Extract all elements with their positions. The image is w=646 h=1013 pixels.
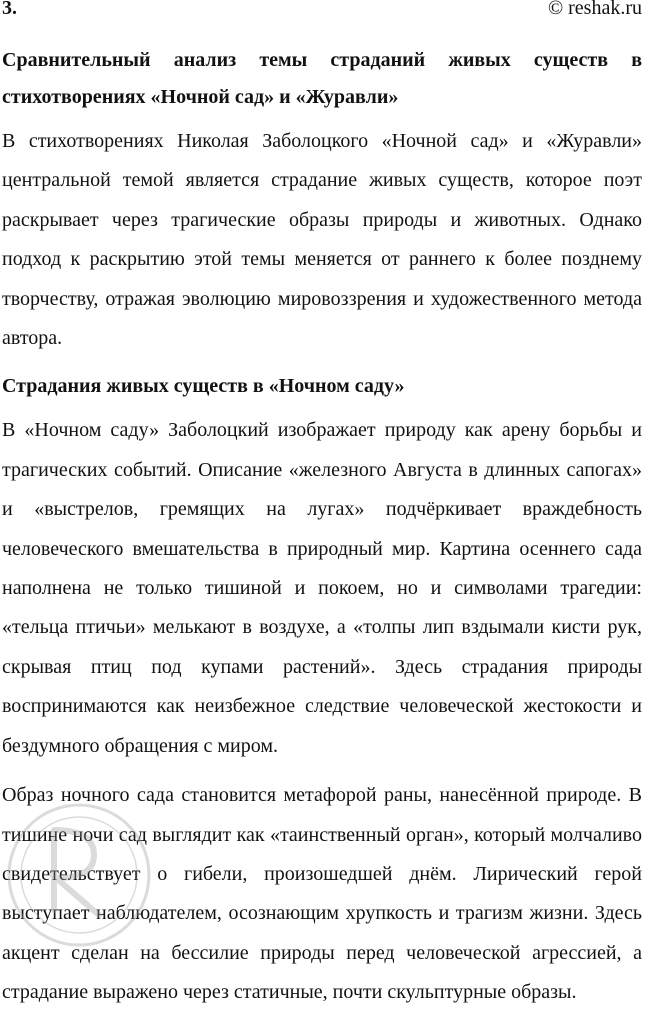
intro-paragraph: В стихотворениях Николая Заболоцкого «Ночной сад» и «Журавли» центральной темой является страдание живых существ, которое поэт раскрывает через трагические образы природы и животных. Однако подход к раскрытию этой темы меняется от раннего к более позднему творчеству, отражая эволюцию мировоззрения и художественного метода автора. (2, 130, 642, 350)
section-paragraph-1: В «Ночном саду» Заболоцкий изображает природу как арену борьбы и трагических событий. Описание «железного Августа в длинных сапогах» и «выстрелов, гремящих на лугах» подчёркивает враждебность человеческого вмешательства в природный мир. Картина осеннего сада наполнена не только тишиной и покоем, но и символами трагедии: «тельца птичьи» мелькают в воздухе, а «толпы лип вздымали кисти рук, скрывая птиц под купами растений». Здесь страдания природы воспринимаются как неизбежное следствие человеческой жестокости и бездумного обращения с миром. (2, 419, 642, 757)
section-heading: Страдания живых существ в «Ночном саду» (2, 375, 405, 398)
site-credit: © reshak.ru (547, 0, 642, 19)
document-title: Сравнительный анализ темы страданий живых существ в стихотворениях «Ночной сад» и «Журавли» (2, 49, 642, 108)
task-number: 3. (2, 0, 17, 19)
page-header (0, 0, 646, 28)
section-paragraph-2: Образ ночного сада становится метафорой раны, нанесённой природе. В тишине ночи сад выглядит как «таинственный орган», который молчаливо свидетельствует о гибели, произошедшей днём. Лирический герой выступает наблюдателем, осознающим хрупкость и трагизм жизни. Здесь акцент сделан на бессилие природы перед человеческой агрессией, а страдание выражено через статичные, почти скульптурные образы. (2, 784, 642, 1004)
document-body (2, 42, 642, 1013)
